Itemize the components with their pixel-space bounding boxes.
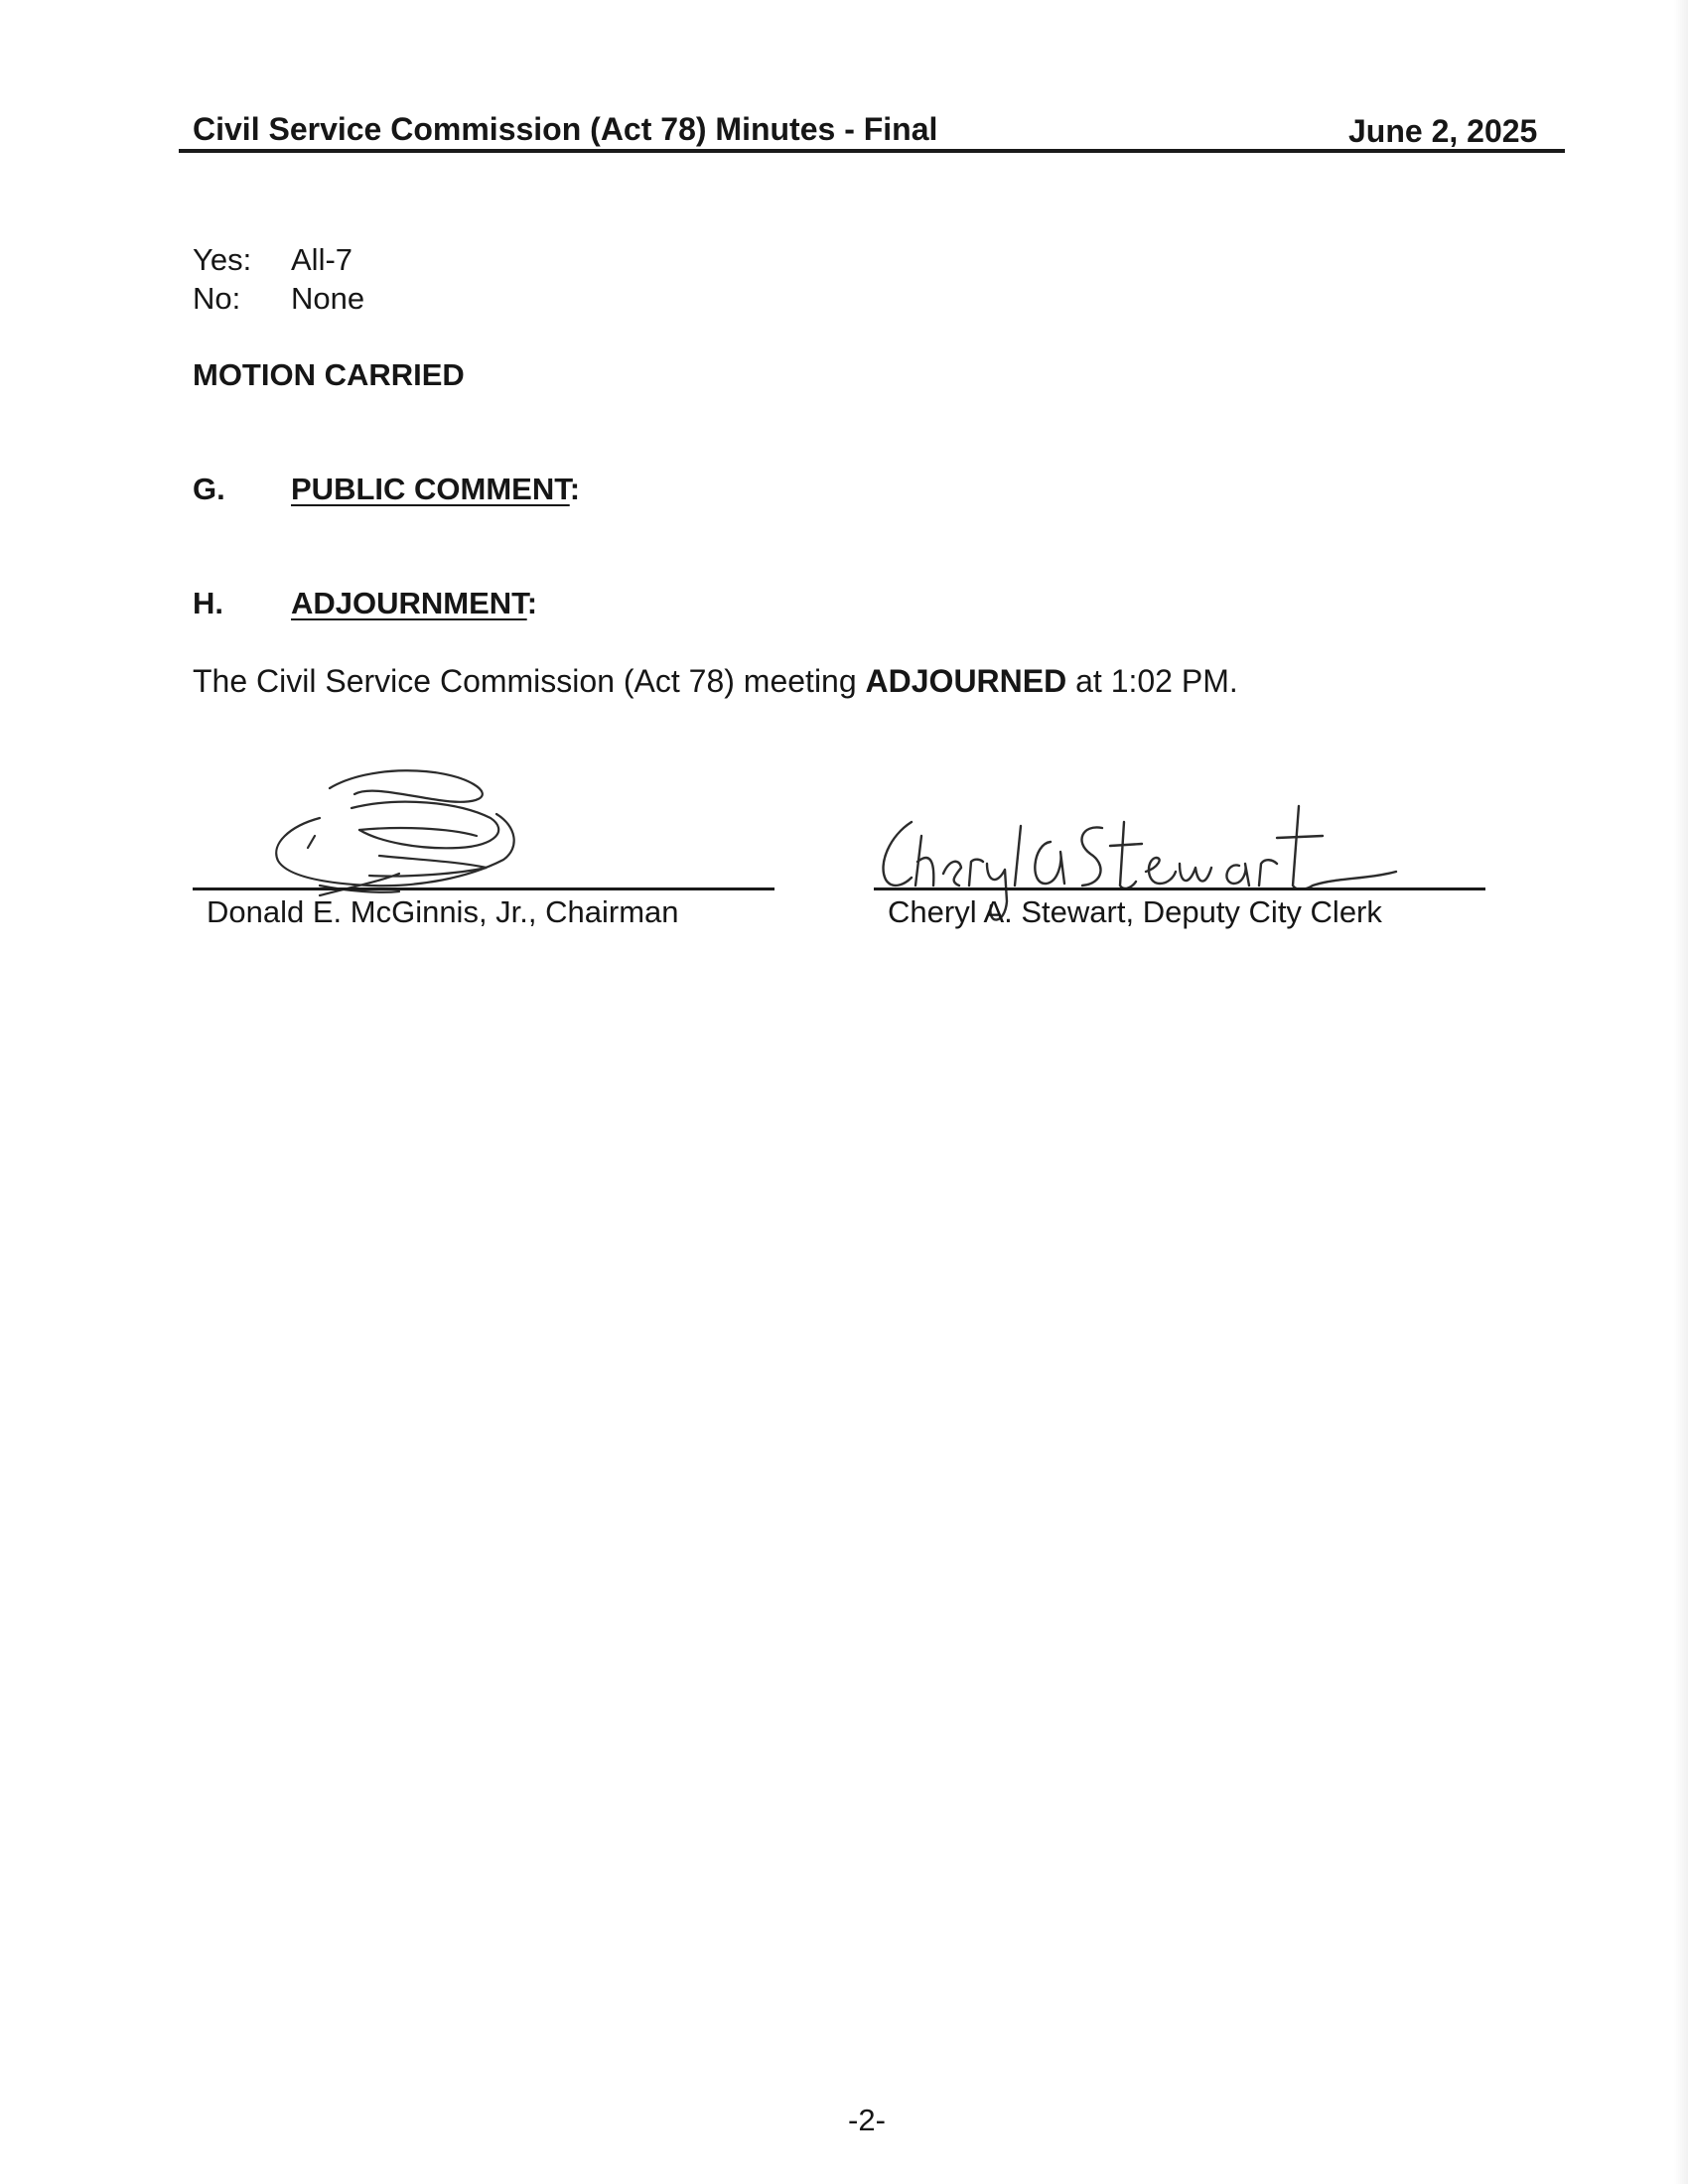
- adjournment-emphasis: ADJOURNED: [865, 663, 1067, 699]
- vote-no-label: No:: [193, 281, 241, 316]
- vote-yes-row: [193, 242, 352, 278]
- section-colon: :: [526, 586, 538, 620]
- meeting-date: June 2, 2025: [1348, 113, 1538, 149]
- section-public-comment: [193, 472, 580, 507]
- section-letter: H.: [193, 586, 223, 620]
- scan-edge-shadow: [1674, 0, 1688, 2184]
- section-heading: PUBLIC COMMENT: [291, 472, 570, 506]
- document-title: Civil Service Commission (Act 78) Minutes - Final: [193, 111, 938, 147]
- chairman-name-title: Donald E. McGinnis, Jr., Chairman: [207, 894, 679, 929]
- vote-yes-label: Yes:: [193, 242, 252, 277]
- page-number: -2-: [848, 2103, 886, 2137]
- section-colon: :: [569, 472, 581, 506]
- adjournment-text-before: The Civil Service Commission (Act 78) meeting: [193, 663, 866, 699]
- chairman-signature: [260, 756, 528, 905]
- section-adjournment: [193, 586, 537, 621]
- section-letter: G.: [193, 472, 225, 506]
- section-heading: ADJOURNMENT: [291, 586, 527, 620]
- vote-yes-value: All-7: [291, 242, 353, 277]
- header-rule: [179, 149, 1565, 153]
- clerk-signature-line: [874, 887, 1485, 890]
- chairman-signature-line: [193, 887, 774, 890]
- clerk-name-title: Cheryl A. Stewart, Deputy City Clerk: [888, 894, 1382, 929]
- adjournment-text-after: at 1:02 PM.: [1066, 663, 1238, 699]
- motion-result: MOTION CARRIED: [193, 357, 465, 392]
- vote-no-row: [193, 281, 364, 317]
- adjournment-statement: [193, 663, 1238, 700]
- vote-no-value: None: [291, 281, 365, 316]
